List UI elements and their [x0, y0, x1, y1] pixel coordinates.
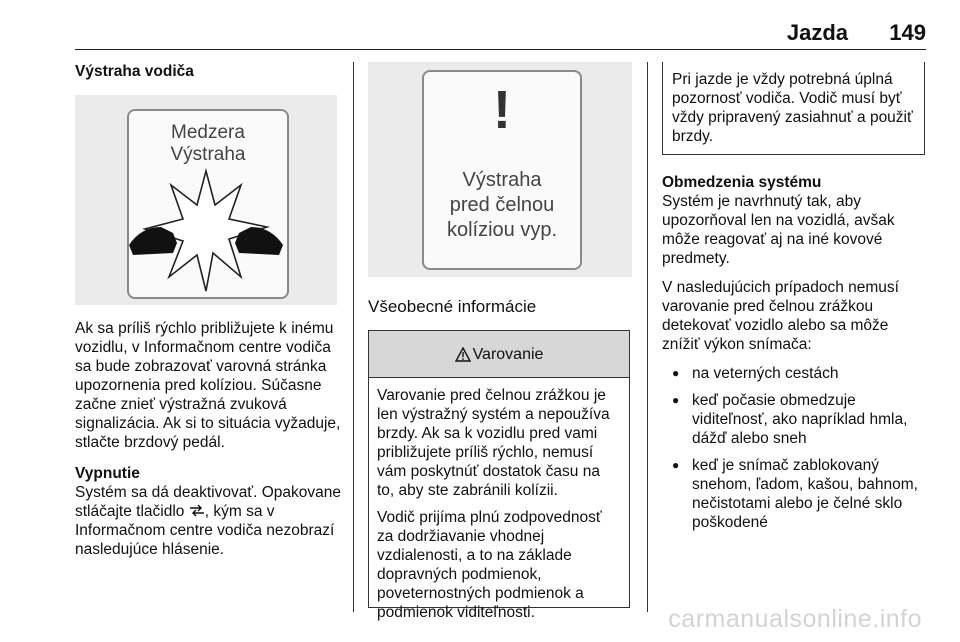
figure-line-1: Výstraha [462, 169, 542, 191]
watermark: carmanualsonline.info [668, 605, 922, 633]
left-column [75, 62, 343, 569]
collision-off-display [422, 70, 582, 270]
warning-paragraph-2: Vodič prijíma plnú zodpovednosť za dodržiavanie vhodnej vzdialenosti, a to na základe dopravných podmienok, poveternostných podmienok a podmienok viditeľnosti. [377, 509, 602, 621]
list-item: ● keď počasie obmedzuje viditeľnosť, ako napríklad hmla, dážď alebo sneh [662, 391, 928, 448]
gap-warning-figure [75, 95, 337, 305]
limits-heading: Obmedzenia systému [662, 174, 822, 191]
figure-line-3: kolíziou vyp. [446, 219, 558, 241]
middle-column [368, 62, 634, 621]
warning-box-header [369, 331, 629, 378]
warning-triangle-icon [455, 347, 471, 362]
general-info-title: Všeobecné informácie [368, 297, 537, 316]
warning-box-body [369, 378, 629, 622]
off-heading: Vypnutie [75, 465, 140, 482]
left-title: Výstraha vodiča [75, 63, 194, 80]
notice-box [662, 62, 925, 155]
left-paragraph-1: Ak sa príliš rýchlo približujete k inému vozidlu, v Informačnom centre vodiča sa bude zobrazovať varovná stránka upozornenia pred kolíziou. Súčasne začne znieť výstražná zvuková signalizácia. Ak si to situácia vyžaduje, stlačte brzdový pedál. [75, 320, 341, 451]
exclamation-icon: ! [493, 80, 511, 140]
notice-text: Pri jazde je vždy potrebná úplná pozornosť vodiča. Vodič musí byť vždy pripravený zasiahnuť a použiť brzdy. [672, 71, 913, 145]
figure-line-2: Výstraha [170, 144, 246, 165]
header-rule [75, 49, 926, 50]
figure-line-1: Medzera [171, 122, 245, 143]
list-item: ● na veterných cestách [662, 364, 928, 383]
warning-paragraph-1: Varovanie pred čelnou zrážkou je len výstražný systém a nepoužíva brzdy. Ak sa k vozidlu pred vami približujete príliš rýchlo, nemusí vám poskytnúť dostatok času na to, aby ste zabránili kolízii. [377, 387, 610, 499]
column-divider-1 [353, 62, 354, 612]
warning-box [368, 330, 630, 621]
off-text-a: Systém sa dá deaktivovať. Opakovane stláčajte tlačidlo [75, 484, 342, 520]
page-number: 149 [889, 20, 926, 45]
collision-star-icon [127, 167, 285, 297]
off-paragraph [75, 483, 343, 559]
gap-warning-display [127, 109, 289, 299]
figure-line-2: pred čelnou [449, 194, 555, 216]
page-header [0, 0, 960, 52]
limits-paragraph-1: Systém je navrhnutý tak, aby upozorňoval len na vozidlá, avšak môže reagovať aj na iné kovové predmety. [662, 193, 895, 267]
collision-off-figure [368, 62, 632, 277]
off-text-b: , kým sa v Informačnom centre vodiča nezobrazí nasledujúce hlásenie. [75, 503, 335, 558]
warning-label: Varovanie [472, 345, 544, 363]
column-divider-2 [647, 62, 648, 612]
limits-paragraph-2: V nasledujúcich prípadoch nemusí varovanie pred čelnou zrážkou detekovať vozidlo alebo sa môže znížiť výkon snímača: [662, 279, 899, 353]
distance-button-icon [189, 504, 205, 517]
right-column [662, 62, 928, 540]
limits-list [662, 364, 928, 532]
section-title: Jazda [786, 20, 848, 45]
list-item: ● keď je snímač zablokovaný snehom, ľadom, kašou, bahnom, nečistotami alebo je čelné sklo poškodené [662, 456, 928, 532]
